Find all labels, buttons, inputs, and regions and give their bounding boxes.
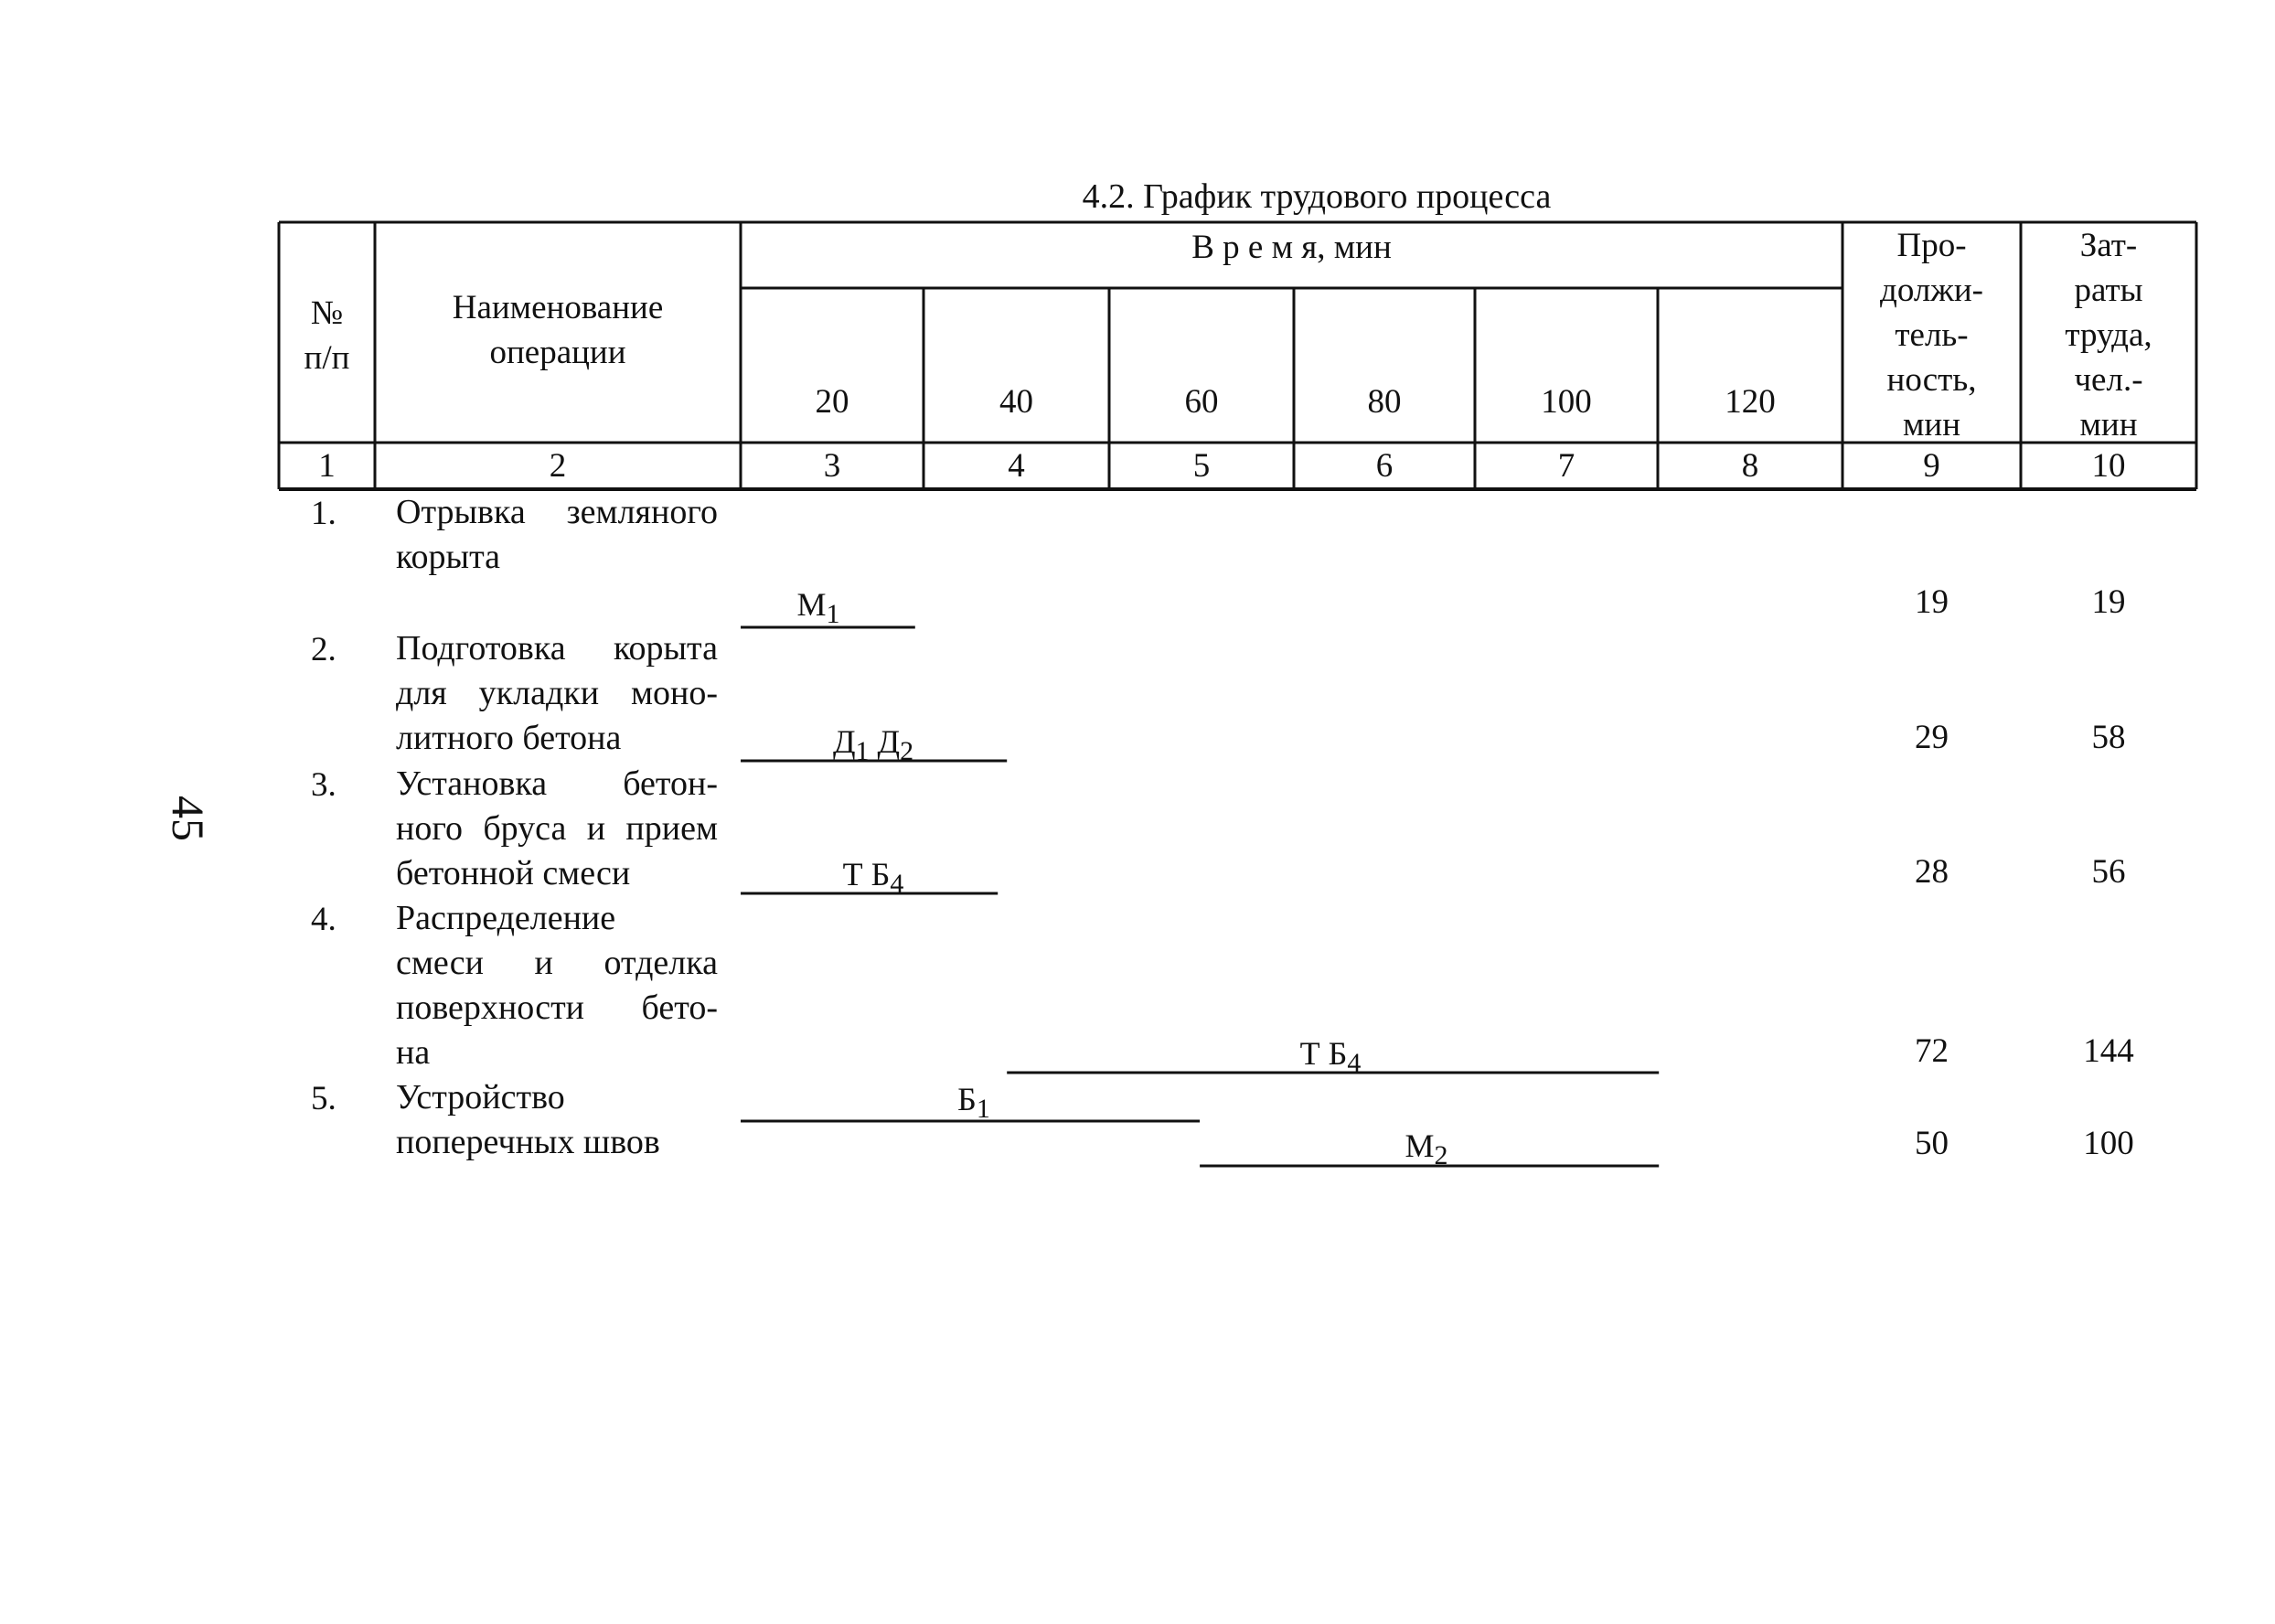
operation-name: Установка бетон- ного бруса и прием бетонной смеси bbox=[396, 764, 718, 892]
operation-name: Подготовка корыта для укладки моно- литного бетона bbox=[396, 629, 718, 757]
duration-value: 72 bbox=[1915, 1032, 1949, 1070]
duration-value: 50 bbox=[1915, 1125, 1949, 1162]
col-number: 2 bbox=[549, 447, 567, 485]
header-duration: Про- должи- тель- ность, мин bbox=[1880, 227, 1983, 443]
duration-value: 29 bbox=[1915, 719, 1949, 756]
col-number: 4 bbox=[1008, 447, 1025, 485]
row-number: 2. bbox=[311, 631, 336, 668]
labor-value: 100 bbox=[2083, 1125, 2134, 1162]
header-time: В р е м я, мин bbox=[1191, 229, 1392, 266]
col-number: 9 bbox=[1923, 447, 1940, 485]
col-number: 6 bbox=[1375, 447, 1394, 485]
header-labor: Зат- раты труда, чел.- мин bbox=[2065, 227, 2152, 443]
bar-label-m1: $М_1$ bbox=[796, 586, 840, 630]
header-no: № п/п bbox=[304, 294, 350, 377]
duration-value: 19 bbox=[1915, 583, 1949, 621]
labor-value: 19 bbox=[2091, 583, 2126, 621]
bar-label-m2: $М_2$ bbox=[1405, 1127, 1448, 1171]
header-name: Наименование операции bbox=[452, 289, 664, 371]
bar-label-tb4-b: Т $Б_4$ bbox=[1299, 1035, 1362, 1079]
bar-label-b1: $Б_1$ bbox=[957, 1081, 990, 1125]
operation-name: Устройство поперечных швов bbox=[396, 1078, 660, 1161]
labor-value: 144 bbox=[2083, 1032, 2134, 1070]
tick-120: 120 bbox=[1725, 383, 1776, 421]
operation-name: Отрывка земляного корыта bbox=[396, 493, 718, 576]
labor-value: 58 bbox=[2091, 719, 2126, 756]
col-number: 7 bbox=[1557, 447, 1575, 485]
bar-label-tb4-a: Т $Б_4$ bbox=[842, 856, 904, 900]
operation-name: Распределение смеси и отделка поверхности бето- на bbox=[396, 899, 718, 1072]
col-number: 5 bbox=[1192, 447, 1211, 485]
duration-value: 28 bbox=[1915, 853, 1949, 891]
row-number: 5. bbox=[311, 1080, 336, 1117]
page-number: 45 bbox=[163, 796, 214, 841]
tick-20: 20 bbox=[815, 383, 849, 421]
col-number: 8 bbox=[1741, 447, 1759, 485]
row-number: 3. bbox=[311, 766, 336, 804]
col-number: 10 bbox=[2091, 447, 2126, 485]
table-title: 4.2. График трудового процесса bbox=[1082, 177, 1552, 216]
col-number: 3 bbox=[823, 447, 841, 485]
tick-40: 40 bbox=[999, 383, 1033, 421]
labor-value: 56 bbox=[2091, 853, 2126, 891]
tick-80: 80 bbox=[1367, 383, 1402, 421]
tick-100: 100 bbox=[1541, 383, 1592, 421]
row-number: 4. bbox=[311, 901, 336, 938]
tick-60: 60 bbox=[1184, 383, 1219, 421]
bar-label-d1d2: $Д_1$ $Д_2$ bbox=[832, 723, 914, 767]
col-number: 1 bbox=[318, 447, 336, 485]
row-number: 1. bbox=[311, 495, 336, 532]
